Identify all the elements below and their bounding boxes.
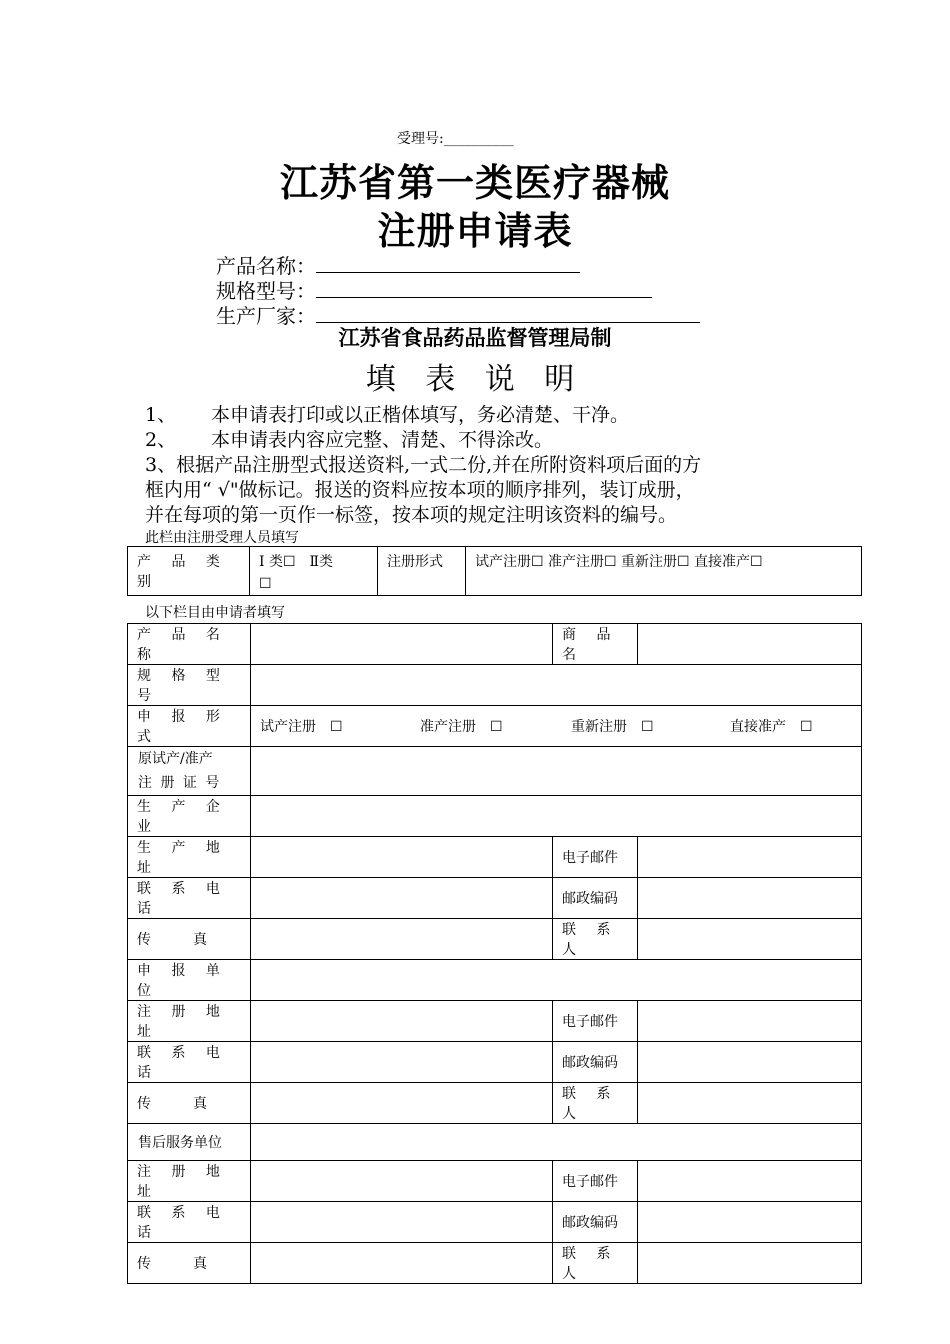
postcode-input[interactable]	[638, 1202, 862, 1243]
fax-input[interactable]	[251, 919, 553, 960]
table-row	[128, 960, 862, 1001]
reg-address-cell-label: 注 册 地 址	[128, 1001, 251, 1042]
table-row	[128, 1042, 862, 1083]
staff-table	[127, 546, 862, 596]
fax-cell-label: 传 真	[128, 919, 251, 960]
email-cell-label: 电子邮件	[553, 837, 638, 878]
producer-address-input[interactable]	[251, 837, 553, 878]
fax-input[interactable]	[251, 1083, 553, 1124]
reg-address-input[interactable]	[251, 1001, 553, 1042]
reg-address-input[interactable]	[251, 1161, 553, 1202]
option-direct-registration[interactable]: 直接准产 ☐	[730, 719, 813, 735]
phone-input[interactable]	[251, 878, 553, 919]
email-cell-label: 电子邮件	[553, 1161, 638, 1202]
postcode-cell-label: 邮政编码	[553, 1202, 638, 1243]
instruction-text: 本申请表内容应完整、清楚、不得涂改。	[211, 429, 554, 451]
form-label: 注册形式	[378, 547, 466, 596]
producer-input[interactable]	[251, 796, 862, 837]
report-form-options	[251, 706, 862, 747]
spec-model-label: 规格型号：	[216, 279, 316, 303]
email-input[interactable]	[638, 1161, 862, 1202]
table-row	[128, 796, 862, 837]
category-value-line1: Ⅰ 类☐ Ⅱ类	[259, 554, 334, 570]
product-name-cell-label: 产 品 名 称	[128, 624, 251, 665]
table-row	[128, 1083, 862, 1124]
phone-cell-label: 联 系 电 话	[128, 1202, 251, 1243]
product-name-input[interactable]	[251, 624, 553, 665]
applicant-section-note: 以下栏目由申请者填写	[145, 605, 285, 621]
instruction-item-3-line1: 3、根据产品注册型式报送资料,一式二份,并在所附资料项后面的方	[145, 454, 702, 476]
postcode-input[interactable]	[638, 878, 862, 919]
producer-address-cell-label: 生 产 地 址	[128, 837, 251, 878]
table-row	[128, 747, 862, 796]
contact-cell-label: 联 系 人	[553, 1083, 638, 1124]
product-name-label: 产品名称：	[216, 254, 316, 278]
phone-cell-label: 联 系 电 话	[128, 878, 251, 919]
contact-input[interactable]	[638, 1083, 862, 1124]
table-row	[128, 1202, 862, 1243]
instructions-title: 填 表 说 明	[365, 362, 585, 397]
table-row	[128, 837, 862, 878]
instruction-item-1	[145, 400, 629, 427]
manufacturer-label: 生产厂家：	[216, 304, 316, 328]
applicant-unit-input[interactable]	[251, 960, 862, 1001]
after-sales-cell-label: 售后服务单位	[128, 1124, 251, 1161]
applicant-table	[127, 623, 862, 1284]
table-row	[128, 624, 862, 665]
reg-address-cell-label: 注 册 地 址	[128, 1161, 251, 1202]
spec-model-input[interactable]	[251, 665, 862, 706]
category-value-line2: ☐	[259, 576, 272, 592]
table-row	[128, 878, 862, 919]
fax-cell-label: 传 真	[128, 1083, 251, 1124]
contact-cell-label: 联 系 人	[553, 919, 638, 960]
instruction-num: 1、	[145, 404, 177, 426]
orig-cert-label-line2: 注 册 证 号	[138, 775, 222, 791]
fax-cell-label: 传 真	[128, 1243, 251, 1284]
manufacturer-blank[interactable]	[316, 304, 700, 323]
contact-cell-label: 联 系 人	[553, 1243, 638, 1284]
table-row	[128, 547, 862, 596]
table-row	[128, 665, 862, 706]
phone-input[interactable]	[251, 1042, 553, 1083]
spec-model-blank[interactable]	[316, 279, 652, 298]
form-options[interactable]: 试产注册☐ 准产注册☐ 重新注册☐ 直接准产☐	[466, 547, 862, 596]
trade-name-cell-label: 商 品 名	[553, 624, 638, 665]
instruction-text: 本申请表打印或以正楷体填写，务必清楚、干净。	[211, 404, 630, 426]
category-value[interactable]	[250, 547, 378, 596]
orig-cert-cell-label	[128, 747, 251, 796]
postcode-input[interactable]	[638, 1042, 862, 1083]
postcode-cell-label: 邮政编码	[553, 1042, 638, 1083]
instruction-num: 2、	[145, 429, 177, 451]
contact-input[interactable]	[638, 1243, 862, 1284]
acceptance-number: 受理号:__________	[397, 131, 514, 147]
instruction-item-3-line2: 框内用“ √"做标记。报送的资料应按本项的顺序排列，装订成册，	[145, 479, 695, 501]
table-row	[128, 919, 862, 960]
instruction-item-2	[145, 425, 553, 452]
page-title: 江苏省第一类医疗器械	[279, 161, 670, 205]
category-label: 产 品 类 别	[128, 547, 250, 596]
email-input[interactable]	[638, 1001, 862, 1042]
instruction-item-3-line3: 并在每项的第一页作一标签，按本项的规定注明该资料的编号。	[145, 504, 678, 526]
issuer: 江苏省食品药品监督管理局制	[338, 326, 612, 350]
contact-input[interactable]	[638, 919, 862, 960]
option-re-registration[interactable]: 重新注册 ☐	[571, 719, 654, 735]
fax-input[interactable]	[251, 1243, 553, 1284]
product-name-blank[interactable]	[316, 254, 580, 273]
option-formal-registration[interactable]: 准产注册 ☐	[420, 719, 503, 735]
table-row	[128, 1001, 862, 1042]
table-row	[128, 1243, 862, 1284]
phone-cell-label: 联 系 电 话	[128, 1042, 251, 1083]
page-title-line2: 注册申请表	[377, 209, 573, 253]
table-row	[128, 1124, 862, 1161]
table-row	[128, 1161, 862, 1202]
orig-cert-label-line1: 原试产/准产	[138, 751, 213, 767]
after-sales-input[interactable]	[251, 1124, 862, 1161]
report-form-cell-label: 申 报 形 式	[128, 706, 251, 747]
postcode-cell-label: 邮政编码	[553, 878, 638, 919]
table-row	[128, 706, 862, 747]
staff-section-note: 此栏由注册受理人员填写	[145, 530, 299, 546]
email-input[interactable]	[638, 837, 862, 878]
orig-cert-input[interactable]	[251, 747, 862, 796]
spec-model-cell-label: 规 格 型 号	[128, 665, 251, 706]
option-trial-registration[interactable]: 试产注册 ☐	[260, 719, 343, 735]
applicant-unit-cell-label: 申 报 单 位	[128, 960, 251, 1001]
producer-cell-label: 生 产 企 业	[128, 796, 251, 837]
phone-input[interactable]	[251, 1202, 553, 1243]
trade-name-input[interactable]	[638, 624, 862, 665]
email-cell-label: 电子邮件	[553, 1001, 638, 1042]
